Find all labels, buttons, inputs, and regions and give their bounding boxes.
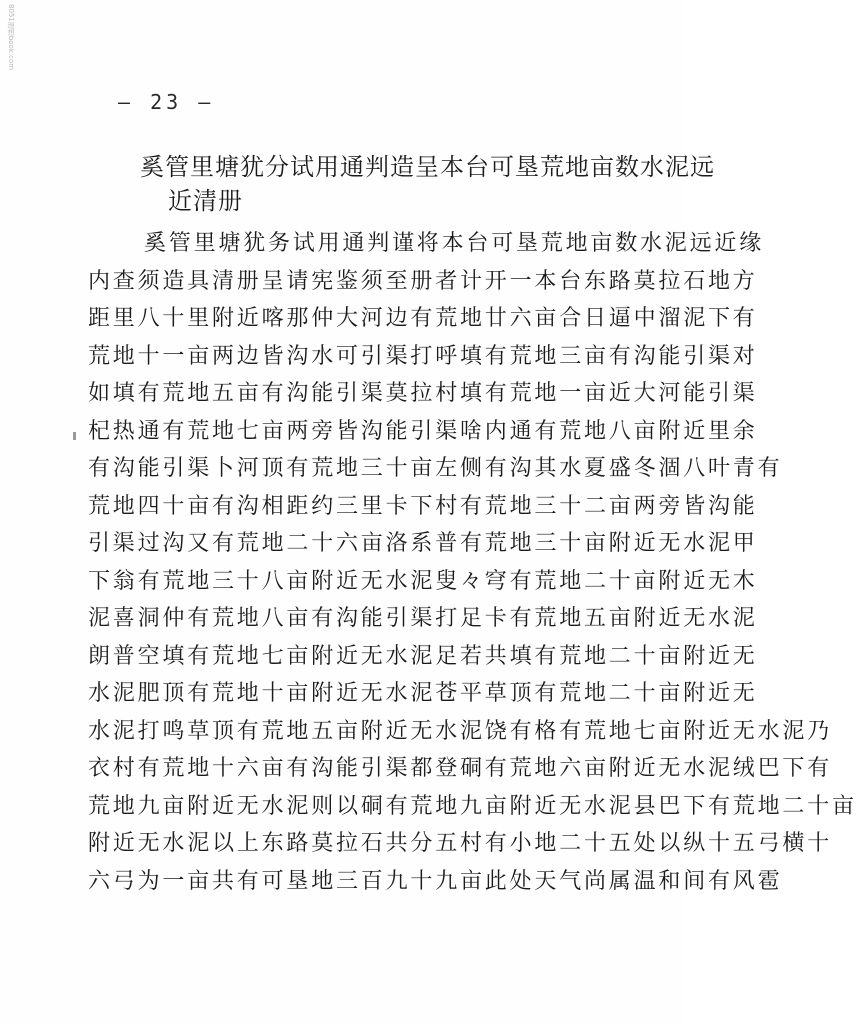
title-line-2: 近清册 xyxy=(168,187,243,215)
body-line: 距里八十里附近喀那仲大河边有荒地廿六亩合日逼中溜泥下有 xyxy=(88,306,758,331)
body-line: 如填有荒地五亩有沟能引渠莫拉村填有荒地一亩近大河能引渠 xyxy=(88,381,758,406)
body-line: 衣村有荒地十六亩有沟能引渠都登硐有荒地六亩附近无水泥绒巴下有 xyxy=(88,756,833,781)
body-line: 奚管里塘犹务试用通判谨将本台可垦荒地亩数水泥远近缘 xyxy=(144,231,765,256)
body-line: 荒地九亩附近无水泥则以硐有荒地九亩附近无水泥县巴下有荒地二十亩 xyxy=(88,793,857,819)
page-number: — 23 — xyxy=(118,90,215,114)
body-line: 水泥肥顶有荒地十亩附近无水泥苍平草顶有荒地二十亩附近无 xyxy=(88,681,758,706)
body-line: 引渠过沟又有荒地二十六亩洛系普有荒地三十亩附近无水泥甲 xyxy=(88,531,758,556)
body-line: 泥喜洞仲有荒地八亩有沟能引渠打足卡有荒地五亩附近无水泥 xyxy=(88,606,758,631)
body-line: 荒地十一亩两边皆沟水可引渠打呼填有荒地三亩有沟能引渠对 xyxy=(88,343,758,369)
site-watermark: 8051理想book.com xyxy=(7,4,15,71)
body-line: 下翁有荒地三十八亩附近无水泥叟々穹有荒地二十亩附近无木 xyxy=(88,568,758,594)
body-line: 杞热通有荒地七亩两旁皆沟能引渠啥内通有荒地八亩附近里余 xyxy=(88,418,758,444)
body-line: 内查须造具清册呈请宪鉴须至册者计开一本台东路莫拉石地方 xyxy=(88,268,758,294)
body-text xyxy=(88,225,857,965)
body-line: 荒地四十亩有沟相距约三里卡下村有荒地三十二亩两旁皆沟能 xyxy=(88,493,758,519)
body-line: 朗普空填有荒地七亩附近无水泥足若共填有荒地二十亩附近无 xyxy=(88,643,758,669)
body-line: 六弓为一亩共有可垦地三百九十九亩此处天气尚属温和间有风雹 xyxy=(88,868,783,894)
document-title xyxy=(140,150,715,218)
title-line-1: 奚管里塘犹分试用通判造呈本台可垦荒地亩数水泥远 xyxy=(140,153,715,181)
body-line: 有沟能引渠卜河顶有荒地三十亩左侧有沟其水夏盛冬涸八叶青有 xyxy=(88,456,783,481)
body-line: 附近无水泥以上东路莫拉石共分五村有小地二十五处以纵十五弓横十 xyxy=(88,831,833,856)
body-line: 水泥打鸣草顶有荒地五亩附近无水泥饶有格有荒地七亩附近无水泥乃 xyxy=(88,718,833,744)
margin-mark xyxy=(73,432,76,440)
